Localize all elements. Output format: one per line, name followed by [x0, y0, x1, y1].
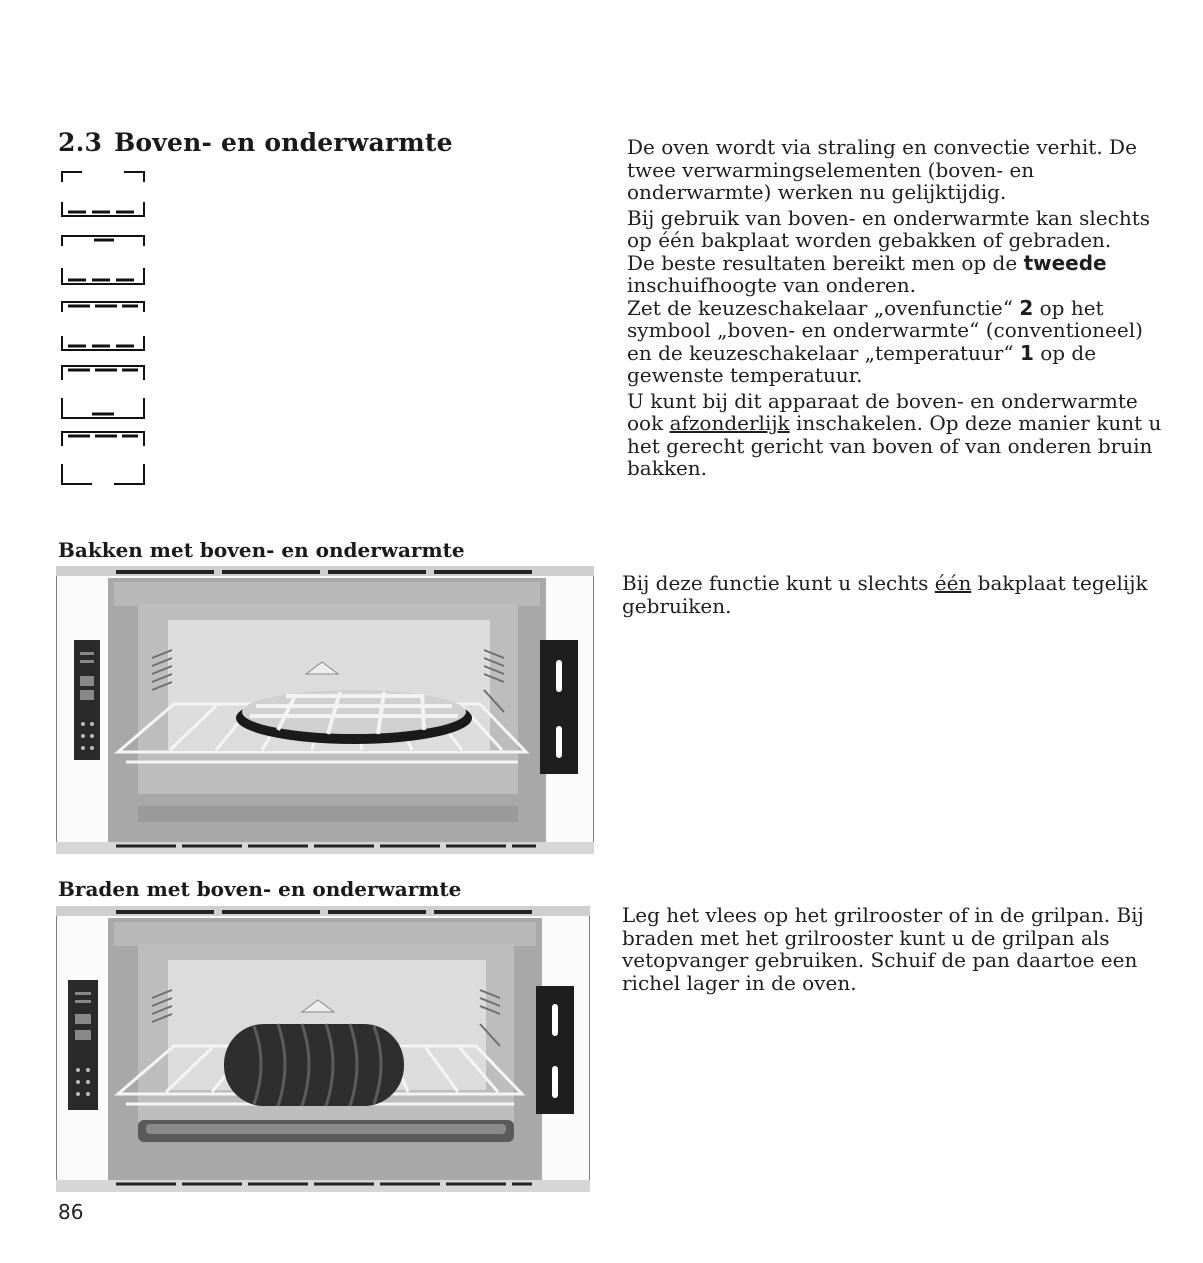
symbol-bottom-center-heat-icon [58, 362, 150, 422]
symbol-top-only-heat-icon [58, 428, 150, 488]
baking-text: Bij deze functie kunt u slechts één bakplaat tegelijk gebruiken. [622, 571, 1148, 618]
intro-text [627, 136, 1167, 480]
page-number: 86 [58, 1200, 84, 1224]
section-heading [58, 128, 453, 157]
oven-illustration-roasting [56, 906, 590, 1192]
baking-heading: Bakken met boven- en onderwarmte [58, 538, 465, 562]
oven-illustration-baking [56, 566, 594, 854]
intro-paragraph-5: U kunt bij dit apparaat de boven- en onderwarmte ook afzonderlijk inschakelen. Op deze manier kunt u het gerecht gericht van boven of van onderen bruin bakken. [627, 388, 1162, 480]
section-title: Boven- en onderwarmte [114, 128, 453, 157]
symbol-top-bottom-heat-icon [58, 168, 150, 220]
section-number: 2.3 [58, 128, 103, 157]
intro-paragraph-4: Zet de keuzeschakelaar „ovenfunctie“ 2 op het symbool „boven- en onderwarmte“ (conventioneel) en de keuzeschakelaar „temperatuur“ 1 op de gewenste temperatuur. [627, 295, 1143, 387]
roasting-text: Leg het vlees op het grilrooster of in de grilpan. Bij braden met het grilrooster kunt u de grilpan als vetopvanger gebruiken. Schuif de pan daartoe een richel lager in de oven. [622, 903, 1144, 995]
intro-paragraph-2: Bij gebruik van boven- en onderwarmte kan slechts op één bakplaat worden gebakken of gebraden. [627, 205, 1150, 252]
intro-paragraph-1: De oven wordt via straling en convectie verhit. De twee verwarmingselementen (boven- en onderwarmte) werken nu gelijktijdig. [627, 135, 1137, 204]
roasting-heading: Braden met boven- en onderwarmte [58, 877, 462, 901]
symbol-full-top-heat-icon [58, 298, 150, 354]
symbol-top-heat-icon [58, 232, 150, 288]
intro-paragraph-3: De beste resultaten bereikt men op de tweede inschuifhoogte van onderen. [627, 250, 1107, 297]
